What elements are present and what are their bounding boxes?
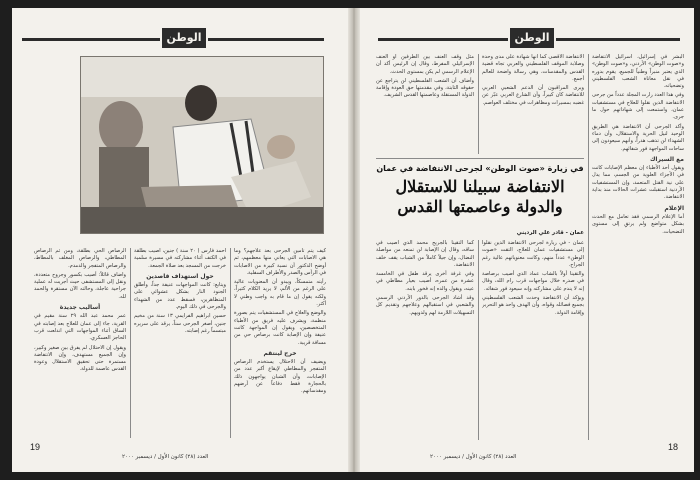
paragraph: رأيته متمسكاً، ويبدو أن المعنويات عالية على الرغم من الألم، لا يريد الكلام كثيراً، ولكنه يقول إن ما قام به واجب وطني لا أكثر.: [234, 279, 326, 308]
paragraph: وفي غرفة أخرى يرقد طفل في الخامسة عشرة من عمره، أصيب بعيار مطاطي في عينه، ويقول والده إنه فخور بابنه.: [376, 271, 474, 292]
headline-line-2: والدولة وعاصمتها القدس: [397, 197, 563, 216]
paragraph: مثل وقف العنف بين الطرفين أو العنف الإسرائيلي المفرط، وقال إن الرئيس أكد أن الإعلام الرسمي لم يكن بمستوى الحدث.: [376, 54, 474, 75]
column-divider-right-main: [588, 54, 589, 440]
article-column-left-page-middle: [134, 248, 226, 438]
column-divider-left-1: [130, 248, 131, 438]
subheading-weapons: أساليب جديدة: [59, 304, 101, 312]
header-rule-right-a: [378, 38, 508, 41]
header-rule-left-a: [22, 38, 160, 41]
column-divider-right-bottom: [478, 240, 479, 440]
article-column-right-page-bottom-left: [376, 240, 474, 440]
paragraph: ويقول إن الاحتلال لم يفرق بين صغير وكبير، وإن الجميع مستهدف، وإن الانتفاضة مستمرة حتى تحقيق الاستقلال وعودة القدس عاصمة للدولة.: [34, 344, 126, 373]
subheading-first-wounded: حول استهداف قاصدين: [146, 272, 214, 280]
footer-issue-right: العدد (٢٨) كانون الأول / ديسمبر ٢٠٠٠: [430, 454, 517, 460]
paragraph: كيف يتم تأمين الجرحى بعد علاجهم؟ وما هي الاصابات التي يعاني منها معظمهم، ثم أوضح الدكتور أن نسبة كبيرة من الاصابات في الرأس والصدر والأطراف السفلية.: [234, 248, 326, 276]
paragraph: الانتفاضة الأقصى كما أنها شهادة على مدى وحدة وصلابة الموقف الفلسطيني والعربي تجاه قضية القدس والمقدسات، وهي رسالة واضحة للعالم أجمع.: [482, 54, 584, 82]
paragraph: حسين ابراهيم الفرايمي ١٣ سنة من مخيم جنين، أصغر الجرحى سناً، يرقد على سريره مبتسماً رغم إصابته.: [134, 313, 226, 334]
page-number-right: 18: [668, 442, 679, 452]
paragraph: وقد أشاد الجرحى بالدور الأردني الرسمي والشعبي في استقبالهم وعلاجهم وتقديم كل التسهيلات اللازمة لهم ولذويهم.: [376, 295, 474, 316]
paragraph: والوضع والعلاج في المستشفيات يتم بصورة منظمة، ويشرف عليه فريق من الأطباء المتخصصين، ويقول إن المواجهة كانت عنيفة وإن الإصابة كانت برصاص حي من مسافة قريبة.: [234, 310, 326, 346]
paragraph: والتقينا أولاً بالشاب عماد الذي أصيب برصاصة في صدره خلال مواجهات قرب رام الله، وقال إنه لا يندم على مشاركته وإنه سيعود فور شفائه.: [482, 271, 584, 292]
article-column-right-page-top-right: [482, 54, 584, 154]
header-rule-left-b: [208, 38, 324, 41]
paragraph: احمد فارس ( ٢٠ سنة ) جنين، أصيب بطلقة في الكتف أثناء مشاركته في مسيرة سلمية خرجت من المسجد بعد صلاة الجمعة.: [134, 248, 226, 269]
magazine-spread: [12, 8, 694, 472]
page-number-left: 19: [30, 442, 41, 452]
book-gutter: [348, 8, 360, 472]
magazine-logo-left: الوطن: [162, 28, 206, 48]
article-column-left-page-right: [234, 248, 326, 438]
paragraph: ويقول أحد الأطباء إن معظم الإصابات كانت في الأجزاء العلوية من الجسم، مما يدل على نية القتل المتعمد، وإن المستشفيات الأردنية استقبلت عشرات الحالات منذ بداية الانتفاضة.: [592, 165, 684, 201]
article-column-left-page-left: [34, 248, 126, 438]
subheading-siraq: مع السيراك: [649, 155, 684, 163]
paragraph: ويؤكد أن الانتفاضة وحدت الشعب الفلسطيني بجميع فصائله وقواه، وأن الهدف واحد هو التحرير وإقامة الدولة.: [482, 295, 584, 316]
paragraph: ويتابع: كانت المواجهات عنيفة جداً، وأطلق الجنود النار بشكل عشوائي على المتظاهرين، فسقط عدد من الشهداء والجرحى في ذلك اليوم.: [134, 282, 226, 311]
paragraph: وفي هذا العدد زارت المجلة عدداً من جرحى الانتفاضة الذين نقلوا للعلاج في مستشفيات عمان، واستمعت إلى شهاداتهم حول ما جرى.: [592, 92, 684, 121]
article-column-right-page-right: [592, 54, 684, 440]
headline-line-1: الانتفاضة سبيلنا للاستقلال: [395, 177, 565, 196]
byline: عمان - قادر علي الرديني: [516, 230, 584, 236]
right-page: [360, 8, 694, 472]
medical-treatment-photo: [80, 56, 324, 234]
paragraph: عمر محمد عبد الله ٢٩ سنة مقيم في القرية، جاء إلى عمان للعلاج بعد إصابته في الساق أثناء المواجهات التي اندلعت قرب الحاجز العسكري.: [34, 313, 126, 342]
column-divider-right-top: [478, 54, 479, 154]
paragraph: كما التقينا بالجريح محمد الذي أصيب في ساقه، وقال إن الإصابة لن تمنعه من مواصلة النضال، وإن جيلاً كاملاً من الشباب يقف خلف الانتفاضة.: [376, 240, 474, 268]
paragraph: أما الإعلام الرسمي فقد تعامل مع الحدث بشكل متواضع ولم يرتقِ إلى مستوى التضحيات.: [592, 213, 684, 235]
headline-block: [376, 164, 584, 217]
article-column-right-page-top-left: [376, 54, 474, 154]
paragraph: وأكد الجرحى أن الانتفاضة هي الطريق الوحيد لنيل الحرية والاستقلال، وأن دماء الشهداء لن تذهب هدراً، وأنهم سيعودون إلى ساحات المواجهة فور شفائهم.: [592, 123, 684, 152]
paragraph: البشر في إسرائيل، اسرائيل الانتفاضة و«صوت الوطن» الأردني، و«صوت الوطن» الذي يعتبر منبراً وطنياً للجميع، يقوم بدوره في نقل معاناة الشعب الفلسطيني وتضحياته.: [592, 54, 684, 90]
paragraph: عمان - في زيارة لجرحى الانتفاضة الذين نقلوا إلى مستشفيات عمان للعلاج، التقت «صوت الوطن» عدداً منهم، وكانت معنوياتهم عالية رغم الجراح.: [482, 240, 584, 268]
headline-kicker: في زيارة «صوت الوطن» لجرحى الانتفاضة في عمان: [376, 164, 584, 173]
subheading-media: الإعلام: [664, 204, 684, 212]
paragraph: واضاف قائلاً: أصيب بكسور وجروح متعددة، ونقل إلى المستشفى حيث أجريت له عملية جراحية عاجلة، وحالته الآن مستقرة والحمد لله.: [34, 271, 126, 300]
headline-rule-top: [376, 158, 584, 159]
header-rule-right-b: [556, 38, 680, 41]
magazine-logo-right: الوطن: [510, 28, 554, 48]
paragraph: ويضيف أن الاحتلال يستخدم الرصاص المتفجر والمطاطي لإيقاع أكبر عدد من الإصابات، وأن الشبان يواجهون ذلك بالحجارة فقط دفاعاً عن أرضهم ومقدساتهم.: [234, 359, 326, 395]
paragraph: الرصاص الحي بطلقة، ومن ثم الرصاص المطاطي، والرصاص المغلف بالمطاط، والرصاص المتفجر والدمدم.: [34, 248, 126, 269]
subheading-exit: خرج لينتقم: [263, 349, 297, 357]
left-page: [12, 8, 348, 472]
footer-issue-left: العدد (٢٨) كانون الأول / ديسمبر ٢٠٠٠: [122, 454, 209, 460]
photo-illustration: [81, 57, 324, 234]
paragraph: وأضاف أن الشعب الفلسطيني لن يتراجع عن حقوقه الثابتة، وفي مقدمتها حق العودة وإقامة الدولة المستقلة وعاصمتها القدس الشريف.: [376, 77, 474, 99]
paragraph: ويرى المراقبون أن الدعم الشعبي العربي للانتفاضة كان كبيراً، وأن الشارع العربي عبّر عن غضبه بمسيرات ومظاهرات في مختلف العواصم.: [482, 85, 584, 106]
article-column-right-page-bottom-right: [482, 240, 584, 440]
column-divider-left-2: [230, 248, 231, 438]
